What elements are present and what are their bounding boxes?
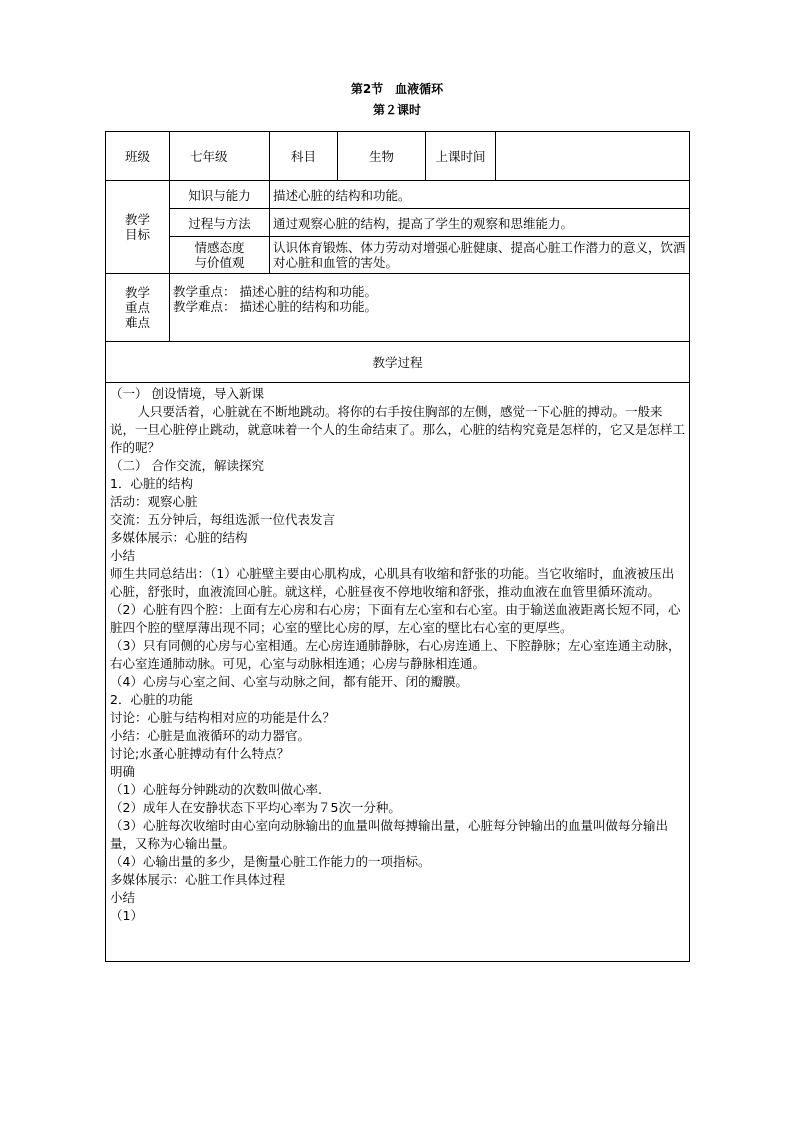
process-line: （3）只有同侧的心房与心室相通。左心房连通肺静脉，右心房连通上、下腔静脉；左心室连通主动脉，右心室连通肺动脉。可见，心室与动脉相连通；心房与静脉相连通。 — [110, 638, 681, 671]
process-line: 人只要活着，心脏就在不断地跳动。将你的右手按住胸部的左侧，感觉一下心脏的搏动。一般来说，一旦心脏停止跳动，就意味着一个人的生命结束了。那么，心脏的结构究竟是怎样的，它又是怎样工作的呢？ — [110, 404, 686, 455]
goals-label: 教学目标 — [106, 181, 170, 274]
process-line: 明确 — [110, 764, 136, 779]
key-points-content — [170, 274, 690, 342]
lesson-plan-table — [105, 131, 690, 962]
process-line: 小结 — [110, 548, 136, 563]
process-line: 小结 — [110, 890, 136, 905]
process-line: 师生共同总结出：（1）心脏壁主要由心肌构成，心肌具有收缩和舒张的功能。当它收缩时，血液被压出心脏，舒张时，血液流回心脏。就这样，心脏昼夜不停地收缩和舒张，推动血液在血管里循环流动。 — [110, 566, 675, 599]
process-heading: 教学过程 — [106, 342, 690, 383]
process-line: 2．心脏的功能 — [110, 692, 193, 707]
process-line: （2）心脏有四个腔：上面有左心房和右心房；下面有左心室和右心室。由于输送血液距离长短不同，心脏四个腔的壁厚薄出现不同；心室的壁比心房的厚，左心室的壁比右心室的更厚些。 — [110, 602, 681, 635]
process-line: 多媒体展示：心脏的结构 — [110, 530, 248, 545]
process-line: （4）心输出量的多少，是衡量心脏工作能力的一项指标。 — [110, 854, 431, 869]
goal-row-knowledge — [106, 181, 690, 209]
process-line: （二） 合作交流，解读探究 — [110, 458, 264, 473]
process-body — [106, 383, 690, 962]
time-label: 上课时间 — [426, 132, 496, 181]
process-line: 讨论;水蚤心脏搏动有什么特点？ — [110, 746, 290, 761]
class-value: 七年级 — [170, 132, 270, 181]
process-line: （1）心脏每分钟跳动的次数叫做心率. — [110, 782, 322, 797]
process-heading-row — [106, 342, 690, 383]
page-title: 第2节 血液循环 — [350, 82, 444, 96]
class-label: 班级 — [106, 132, 170, 181]
difficult-point: 教学难点： 描述心脏的结构和功能。 — [173, 299, 377, 314]
goal-method-text: 通过观察心脏的结构，提高了学生的观察和思维能力。 — [270, 209, 690, 237]
key-points-row — [106, 274, 690, 342]
process-line: （1） — [110, 908, 143, 923]
process-line: 活动：观察心脏 — [110, 494, 198, 509]
key-points-label: 教学重点难点 — [106, 274, 170, 342]
process-line: （4）心房与心室之间、心室与动脉之间，都有能开、闭的瓣膜。 — [110, 674, 468, 689]
goal-knowledge-label: 知识与能力 — [170, 181, 270, 209]
process-line: （3）心脏每次收缩时由心室向动脉输出的血量叫做每搏输出量，心脏每分钟输出的血量叫做每分输出量，又称为心输出量。 — [110, 818, 668, 851]
subject-label: 科目 — [270, 132, 338, 181]
page-subtitle: 第２课时 — [372, 103, 421, 117]
process-line: 交流：五分钟后，每组选派一位代表发言 — [110, 512, 336, 527]
goal-row-method — [106, 209, 690, 237]
process-line: 多媒体展示：心脏工作具体过程 — [110, 872, 286, 887]
key-point: 教学重点： 描述心脏的结构和功能。 — [173, 284, 377, 299]
time-value — [496, 132, 690, 181]
goal-attitude-label: 情感态度与价值观 — [170, 237, 270, 274]
goal-knowledge-text: 描述心脏的结构和功能。 — [270, 181, 690, 209]
info-row — [106, 132, 690, 181]
process-line: 讨论：心脏与结构相对应的功能是什么？ — [110, 710, 336, 725]
goal-method-label: 过程与方法 — [170, 209, 270, 237]
goal-attitude-text: 认识体育锻炼、体力劳动对增强心脏健康、提高心脏工作潜力的意义，饮酒对心脏和血管的害处。 — [270, 237, 690, 274]
subject-value: 生物 — [338, 132, 426, 181]
process-line: 1．心脏的结构 — [110, 476, 193, 491]
process-body-row — [106, 383, 690, 962]
process-line: 小结：心脏是血液循环的动力器官。 — [110, 728, 311, 743]
goal-row-attitude — [106, 237, 690, 274]
process-line: （一） 创设情境，导入新课 — [110, 386, 264, 401]
process-line: （2）成年人在安静状态下平均心率为７5次一分种。 — [110, 800, 401, 815]
